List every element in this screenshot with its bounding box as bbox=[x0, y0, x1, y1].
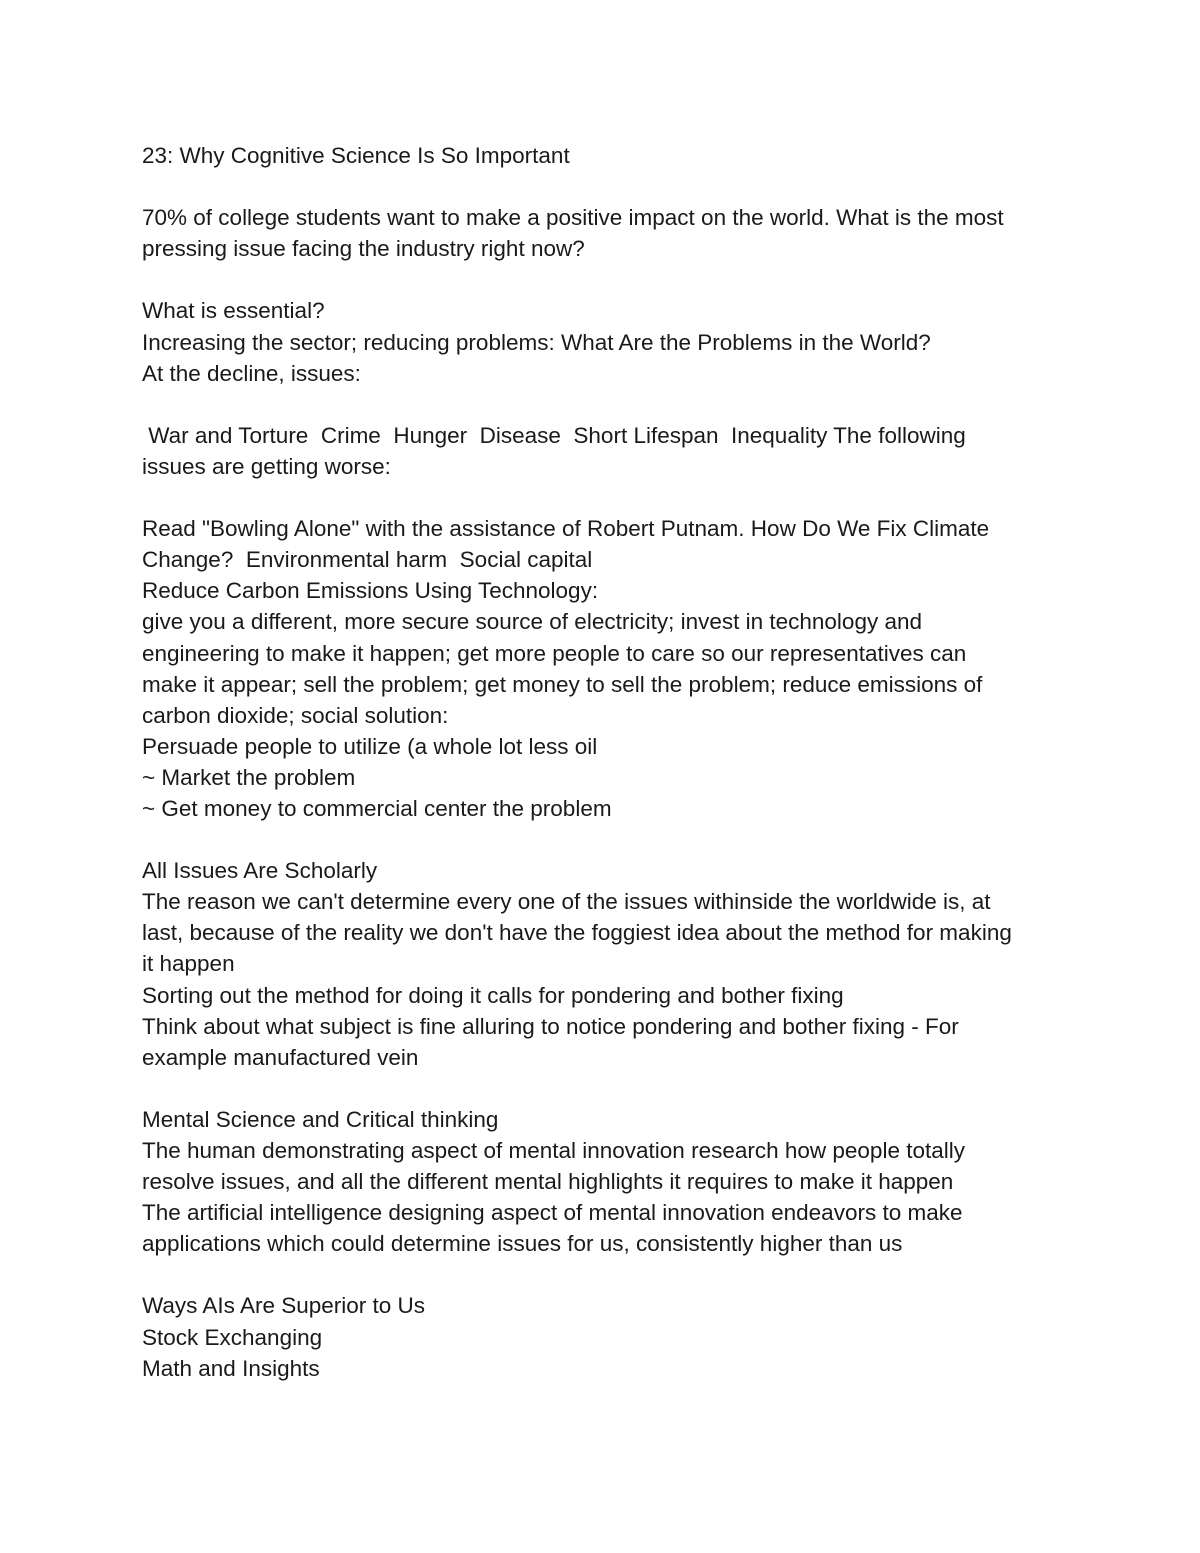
text-line: carbon dioxide; social solution: bbox=[142, 702, 449, 728]
text-line: Think about what subject is fine alluring to notice pondering and bother fixing - For bbox=[142, 1013, 959, 1039]
text-line: pressing issue facing the industry right now? bbox=[142, 236, 585, 262]
text-line: Stock Exchanging bbox=[142, 1324, 323, 1350]
text-line: Math and Insights bbox=[142, 1355, 320, 1381]
climate-paragraph bbox=[142, 513, 1072, 824]
text-line: make it appear; sell the problem; get money to sell the problem; reduce emissions of bbox=[142, 671, 983, 697]
text-line: At the decline, issues: bbox=[142, 360, 361, 386]
document-body bbox=[142, 140, 1072, 1384]
text-line: 70% of college students want to make a positive impact on the world. What is the most bbox=[142, 205, 1004, 231]
ais-paragraph bbox=[142, 1290, 1072, 1383]
spacer bbox=[142, 482, 1072, 513]
text-line: give you a different, more secure source of electricity; invest in technology and bbox=[142, 609, 922, 635]
mental-science-paragraph bbox=[142, 1104, 1072, 1259]
text-line: Sorting out the method for doing it calls for pondering and bother fixing bbox=[142, 982, 844, 1008]
text-line: The reason we can't determine every one of the issues withinside the worldwide is, at bbox=[142, 889, 991, 915]
text-line: Change? Environmental harm Social capital bbox=[142, 547, 593, 573]
scholarly-paragraph bbox=[142, 855, 1072, 1073]
spacer bbox=[142, 264, 1072, 295]
text-line: War and Torture Crime Hunger Disease Short Lifespan Inequality The following bbox=[142, 422, 966, 448]
spacer bbox=[142, 171, 1072, 202]
text-line: it happen bbox=[142, 951, 235, 977]
text-line: last, because of the reality we don't have the foggiest idea about the method for making bbox=[142, 920, 1012, 946]
spacer bbox=[142, 389, 1072, 420]
text-line: Increasing the sector; reducing problems: What Are the Problems in the World? bbox=[142, 329, 931, 355]
essential-paragraph bbox=[142, 295, 1072, 388]
text-line: resolve issues, and all the different mental highlights it requires to make it happen bbox=[142, 1169, 954, 1195]
intro-paragraph bbox=[142, 202, 1072, 264]
text-line: applications which could determine issues for us, consistently higher than us bbox=[142, 1231, 903, 1257]
text-line: Persuade people to utilize (a whole lot less oil bbox=[142, 733, 598, 759]
section-heading: What is essential? bbox=[142, 298, 325, 324]
issues-paragraph bbox=[142, 420, 1072, 482]
text-line: The artificial intelligence designing aspect of mental innovation endeavors to make bbox=[142, 1200, 963, 1226]
text-line: engineering to make it happen; get more people to care so our representatives can bbox=[142, 640, 967, 666]
text-line: ~ Get money to commercial center the problem bbox=[142, 795, 612, 821]
spacer bbox=[142, 824, 1072, 855]
section-heading: Mental Science and Critical thinking bbox=[142, 1106, 499, 1132]
section-heading: Ways AIs Are Superior to Us bbox=[142, 1293, 426, 1319]
text-line: ~ Market the problem bbox=[142, 764, 356, 790]
document-title: 23: Why Cognitive Science Is So Important bbox=[142, 143, 570, 168]
text-line: Reduce Carbon Emissions Using Technology: bbox=[142, 578, 599, 604]
spacer bbox=[142, 1259, 1072, 1290]
section-heading: All Issues Are Scholarly bbox=[142, 858, 378, 884]
text-line: issues are getting worse: bbox=[142, 453, 391, 479]
text-line: Read "Bowling Alone" with the assistance of Robert Putnam. How Do We Fix Climate bbox=[142, 516, 990, 542]
text-line: The human demonstrating aspect of mental innovation research how people totally bbox=[142, 1138, 965, 1163]
spacer bbox=[142, 1073, 1072, 1104]
text-line: example manufactured vein bbox=[142, 1044, 419, 1070]
